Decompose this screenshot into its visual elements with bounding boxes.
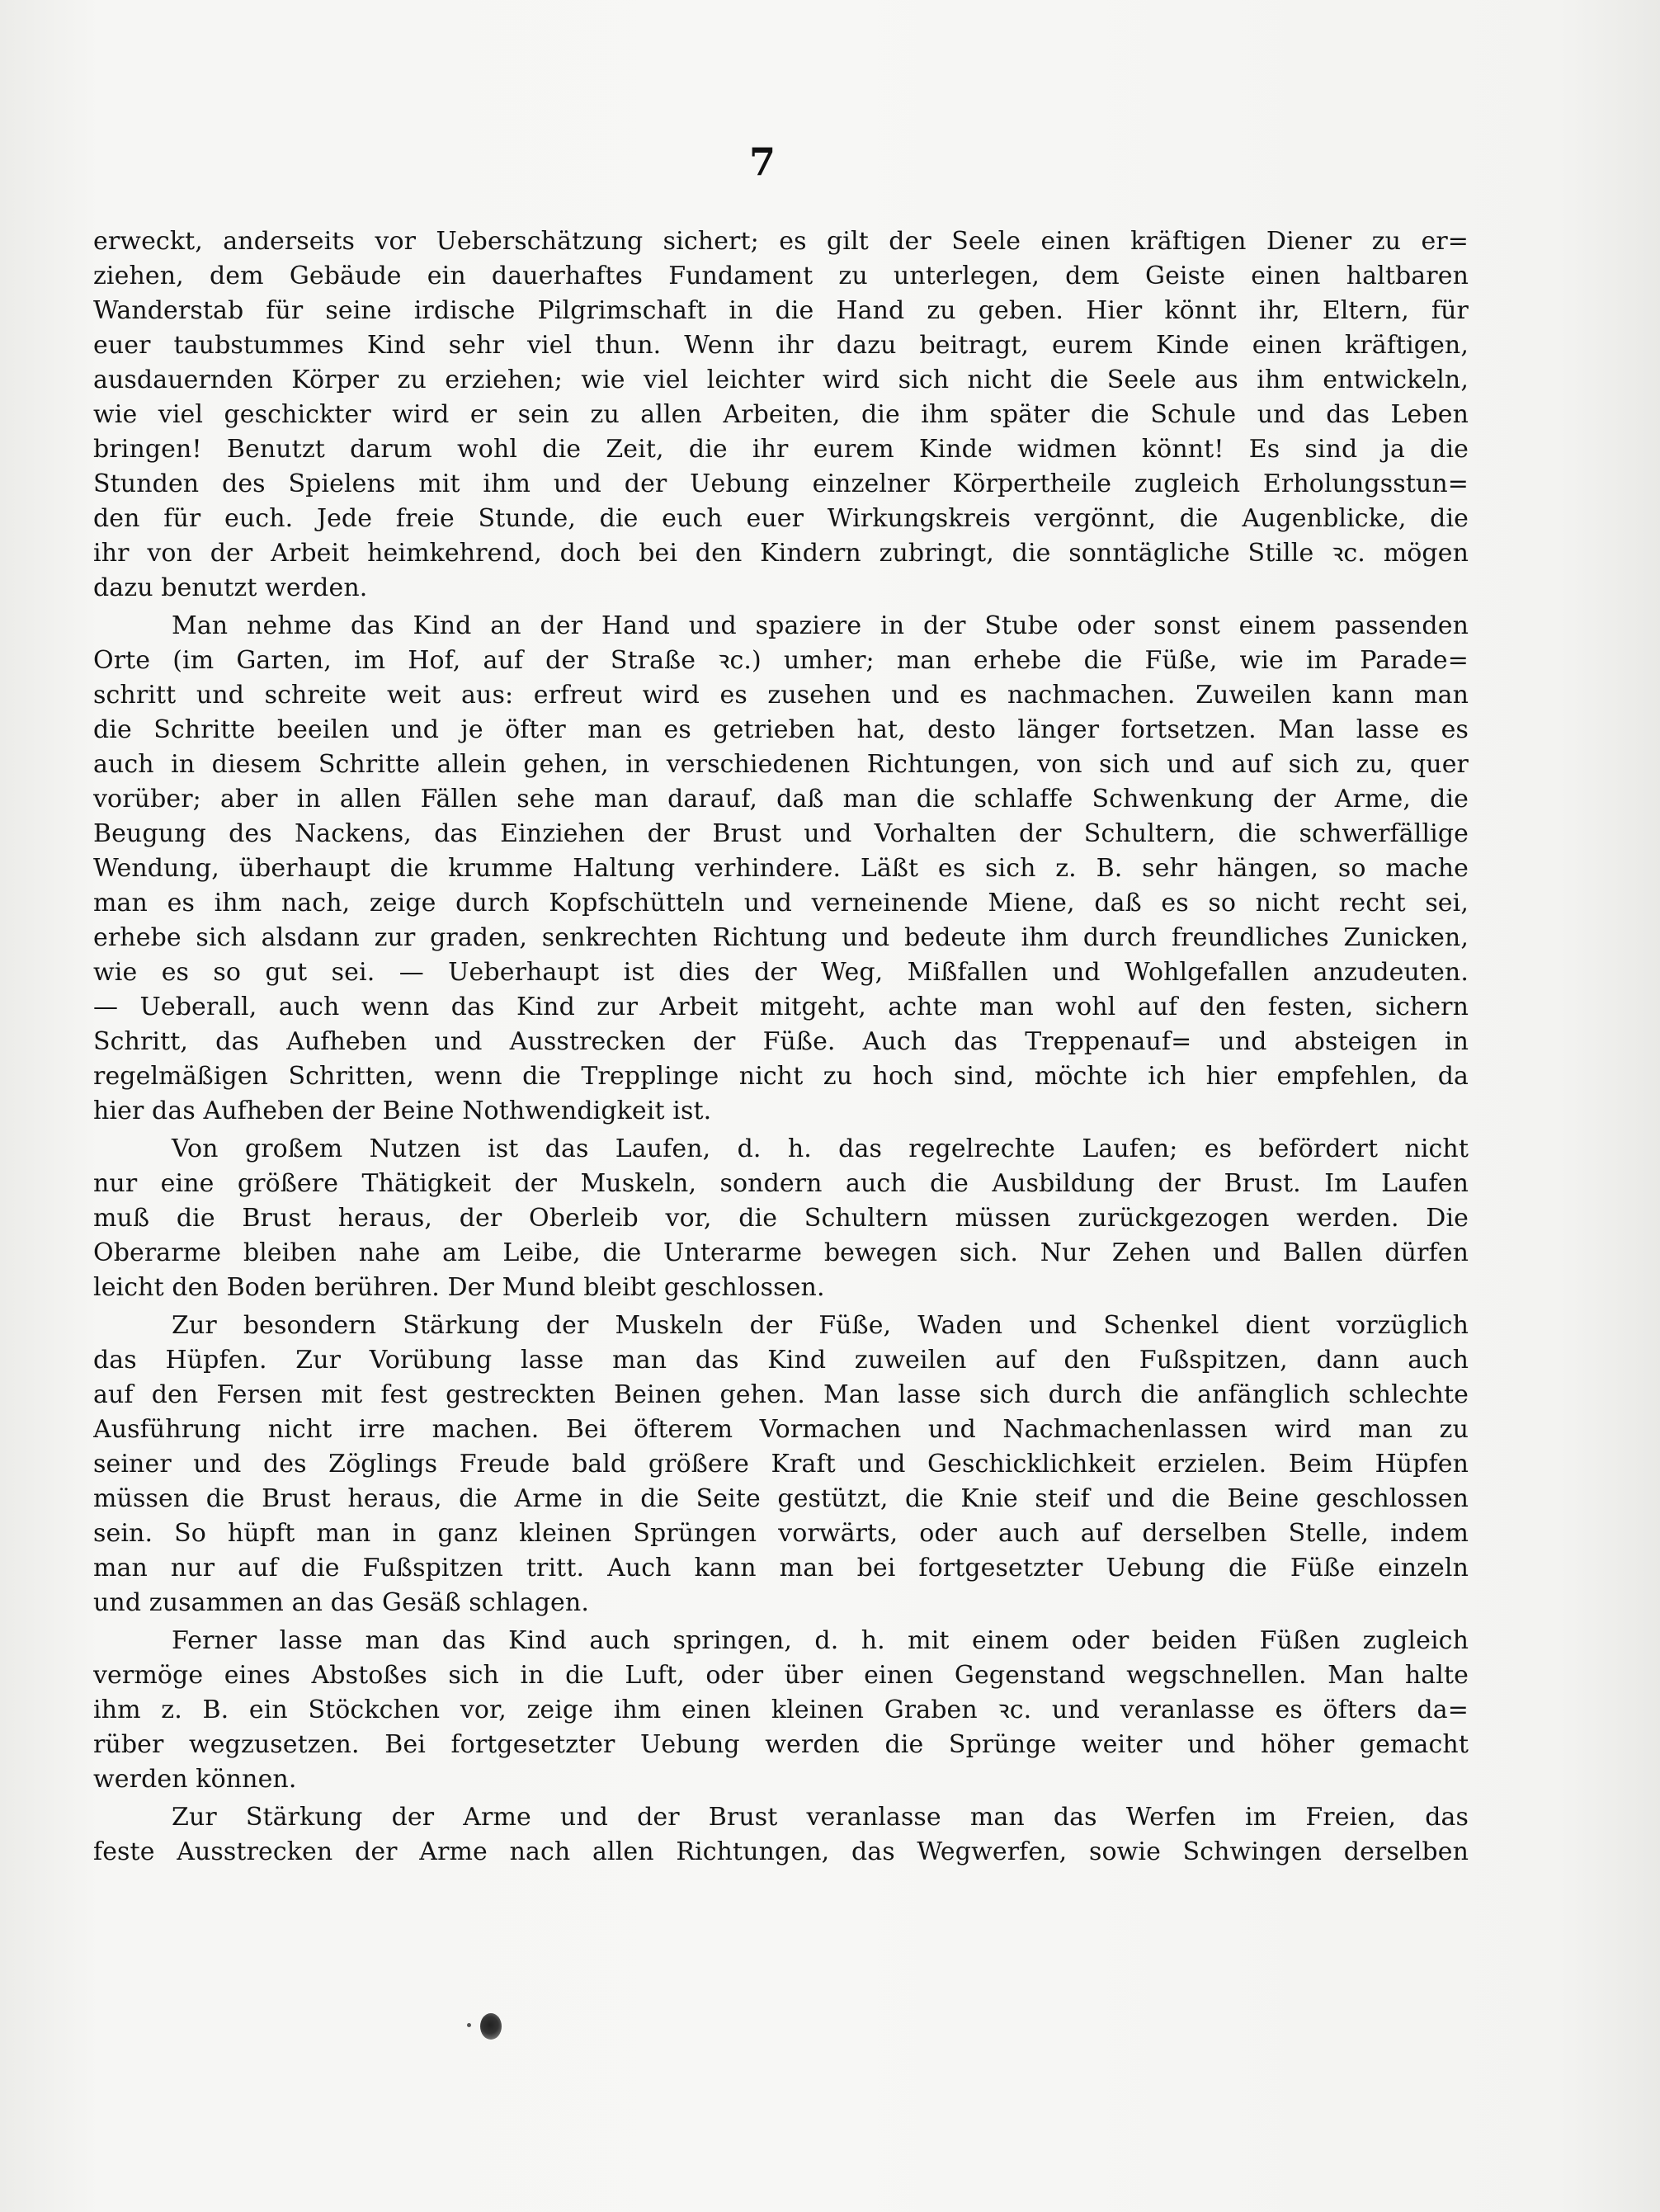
text-line: nur eine größere Thätigkeit der Muskeln, sondern auch die Ausbildung der Brust. Im Laufen: [93, 1169, 1469, 1198]
body-text: [93, 224, 1469, 1870]
text-line: und zusammen an das Gesäß schlagen.: [93, 1588, 589, 1617]
text-line: Stunden des Spielens mit ihm und der Uebung einzelner Körpertheile zugleich Erholungsstun=: [93, 469, 1469, 498]
paragraph-start: Zur besondern Stärkung der Muskeln der Füße, Waden und Schenkel dient vorzüglich: [172, 1311, 1469, 1340]
text-line: man nur auf die Fußspitzen tritt. Auch kann man bei fortgesetzter Uebung die Füße einzeln: [93, 1554, 1469, 1582]
text-line: bringen! Benutzt darum wohl die Zeit, die ihr eurem Kinde widmen könnt! Es sind ja die: [93, 435, 1469, 464]
text-line: ihm z. B. ein Stöckchen vor, zeige ihm einen kleinen Graben ꝛc. und veranlasse es öfters da=: [93, 1696, 1469, 1724]
text-line: Wendung, überhaupt die krumme Haltung verhindere. Läßt es sich z. B. sehr hängen, so mache: [93, 854, 1469, 883]
text-line: Oberarme bleiben nahe am Leibe, die Unterarme bewegen sich. Nur Zehen und Ballen dürfen: [93, 1238, 1469, 1267]
text-line: den für euch. Jede freie Stunde, die euch euer Wirkungskreis vergönnt, die Augenblicke, die: [93, 504, 1469, 533]
text-line: schritt und schreite weit aus: erfreut wird es zusehen und es nachmachen. Zuweilen kann man: [93, 681, 1469, 710]
text-line: leicht den Boden berühren. Der Mund bleibt geschlossen.: [93, 1273, 825, 1302]
text-line: ziehen, dem Gebäude ein dauerhaftes Fundament zu unterlegen, dem Geiste einen haltbaren: [93, 262, 1469, 290]
text-line: euer taubstummes Kind sehr viel thun. Wenn ihr dazu beitragt, eurem Kinde einen kräftigen,: [93, 331, 1469, 360]
text-line: vorüber; aber in allen Fällen sehe man darauf, daß man die schlaffe Schwenkung der Arme, die: [93, 785, 1469, 814]
page-number: 7: [748, 139, 776, 184]
ink-blot: [480, 2013, 502, 2040]
text-line: erhebe sich alsdann zur graden, senkrechten Richtung und bedeute ihm durch freundliches Zunicken,: [93, 923, 1469, 952]
text-line: regelmäßigen Schritten, wenn die Trepplinge nicht zu hoch sind, möchte ich hier empfehlen, da: [93, 1062, 1469, 1091]
text-line: Schritt, das Aufheben und Ausstrecken der Füße. Auch das Treppenauf= und absteigen in: [93, 1027, 1469, 1056]
text-line: müssen die Brust heraus, die Arme in die Seite gestützt, die Knie steif und die Beine geschlossen: [93, 1484, 1469, 1513]
text-line: die Schritte beeilen und je öfter man es getrieben hat, desto länger fortsetzen. Man lasse es: [93, 715, 1469, 744]
paragraph-start: Zur Stärkung der Arme und der Brust veranlasse man das Werfen im Freien, das: [172, 1803, 1469, 1832]
text-line: vermöge eines Abstoßes sich in die Luft, oder über einen Gegenstand wegschnellen. Man halte: [93, 1661, 1469, 1690]
text-line: seiner und des Zöglings Freude bald größere Kraft und Geschicklichkeit erzielen. Beim Hüpfen: [93, 1450, 1469, 1479]
paragraph-start: Man nehme das Kind an der Hand und spaziere in der Stube oder sonst einem passenden: [172, 611, 1469, 640]
text-line: ihr von der Arbeit heimkehrend, doch bei den Kindern zubringt, die sonntägliche Stille ꝛc. mögen: [93, 539, 1469, 568]
text-line: wie es so gut sei. — Ueberhaupt ist dies der Weg, Mißfallen und Wohlgefallen anzudeuten.: [93, 958, 1469, 987]
text-line: auf den Fersen mit fest gestreckten Beinen gehen. Man lasse sich durch die anfänglich schlechte: [93, 1380, 1469, 1409]
text-line: auch in diesem Schritte allein gehen, in verschiedenen Richtungen, von sich und auf sich zu, quer: [93, 750, 1469, 779]
text-line: wie viel geschickter wird er sein zu allen Arbeiten, die ihm später die Schule und das Leben: [93, 400, 1469, 429]
text-line: muß die Brust heraus, der Oberleib vor, die Schultern müssen zurückgezogen werden. Die: [93, 1204, 1469, 1233]
text-line: hier das Aufheben der Beine Nothwendigkeit ist.: [93, 1097, 712, 1125]
text-line: erweckt, anderseits vor Ueberschätzung sichert; es gilt der Seele einen kräftigen Diener zu er=: [93, 227, 1469, 256]
paragraph-start: Ferner lasse man das Kind auch springen, d. h. mit einem oder beiden Füßen zugleich: [172, 1626, 1469, 1655]
text-line: dazu benutzt werden.: [93, 573, 368, 602]
text-line: Beugung des Nackens, das Einziehen der Brust und Vorhalten der Schultern, die schwerfällige: [93, 819, 1469, 848]
text-line: sein. So hüpft man in ganz kleinen Sprüngen vorwärts, oder auch auf derselben Stelle, indem: [93, 1519, 1469, 1548]
text-line: Wanderstab für seine irdische Pilgrimschaft in die Hand zu geben. Hier könnt ihr, Eltern, für: [93, 296, 1469, 325]
text-line: — Ueberall, auch wenn das Kind zur Arbeit mitgeht, achte man wohl auf den festen, sichern: [93, 993, 1469, 1021]
ink-speck: [467, 2023, 471, 2027]
text-line: feste Ausstrecken der Arme nach allen Richtungen, das Wegwerfen, sowie Schwingen derselben: [93, 1837, 1469, 1866]
text-line: rüber wegzusetzen. Bei fortgesetzter Uebung werden die Sprünge weiter und höher gemacht: [93, 1730, 1469, 1759]
text-line: Ausführung nicht irre machen. Bei öfterem Vormachen und Nachmachenlassen wird man zu: [93, 1415, 1469, 1444]
text-line: werden können.: [93, 1765, 297, 1794]
text-line: Orte (im Garten, im Hof, auf der Straße ꝛc.) umher; man erhebe die Füße, wie im Parade=: [93, 646, 1469, 675]
paragraph-start: Von großem Nutzen ist das Laufen, d. h. das regelrechte Laufen; es befördert nicht: [172, 1134, 1469, 1163]
text-line: das Hüpfen. Zur Vorübung lasse man das Kind zuweilen auf den Fußspitzen, dann auch: [93, 1346, 1469, 1375]
text-line: ausdauernden Körper zu erziehen; wie viel leichter wird sich nicht die Seele aus ihm entwickeln,: [93, 366, 1469, 394]
text-line: man es ihm nach, zeige durch Kopfschütteln und verneinende Miene, daß es so nicht recht sei,: [93, 889, 1469, 917]
